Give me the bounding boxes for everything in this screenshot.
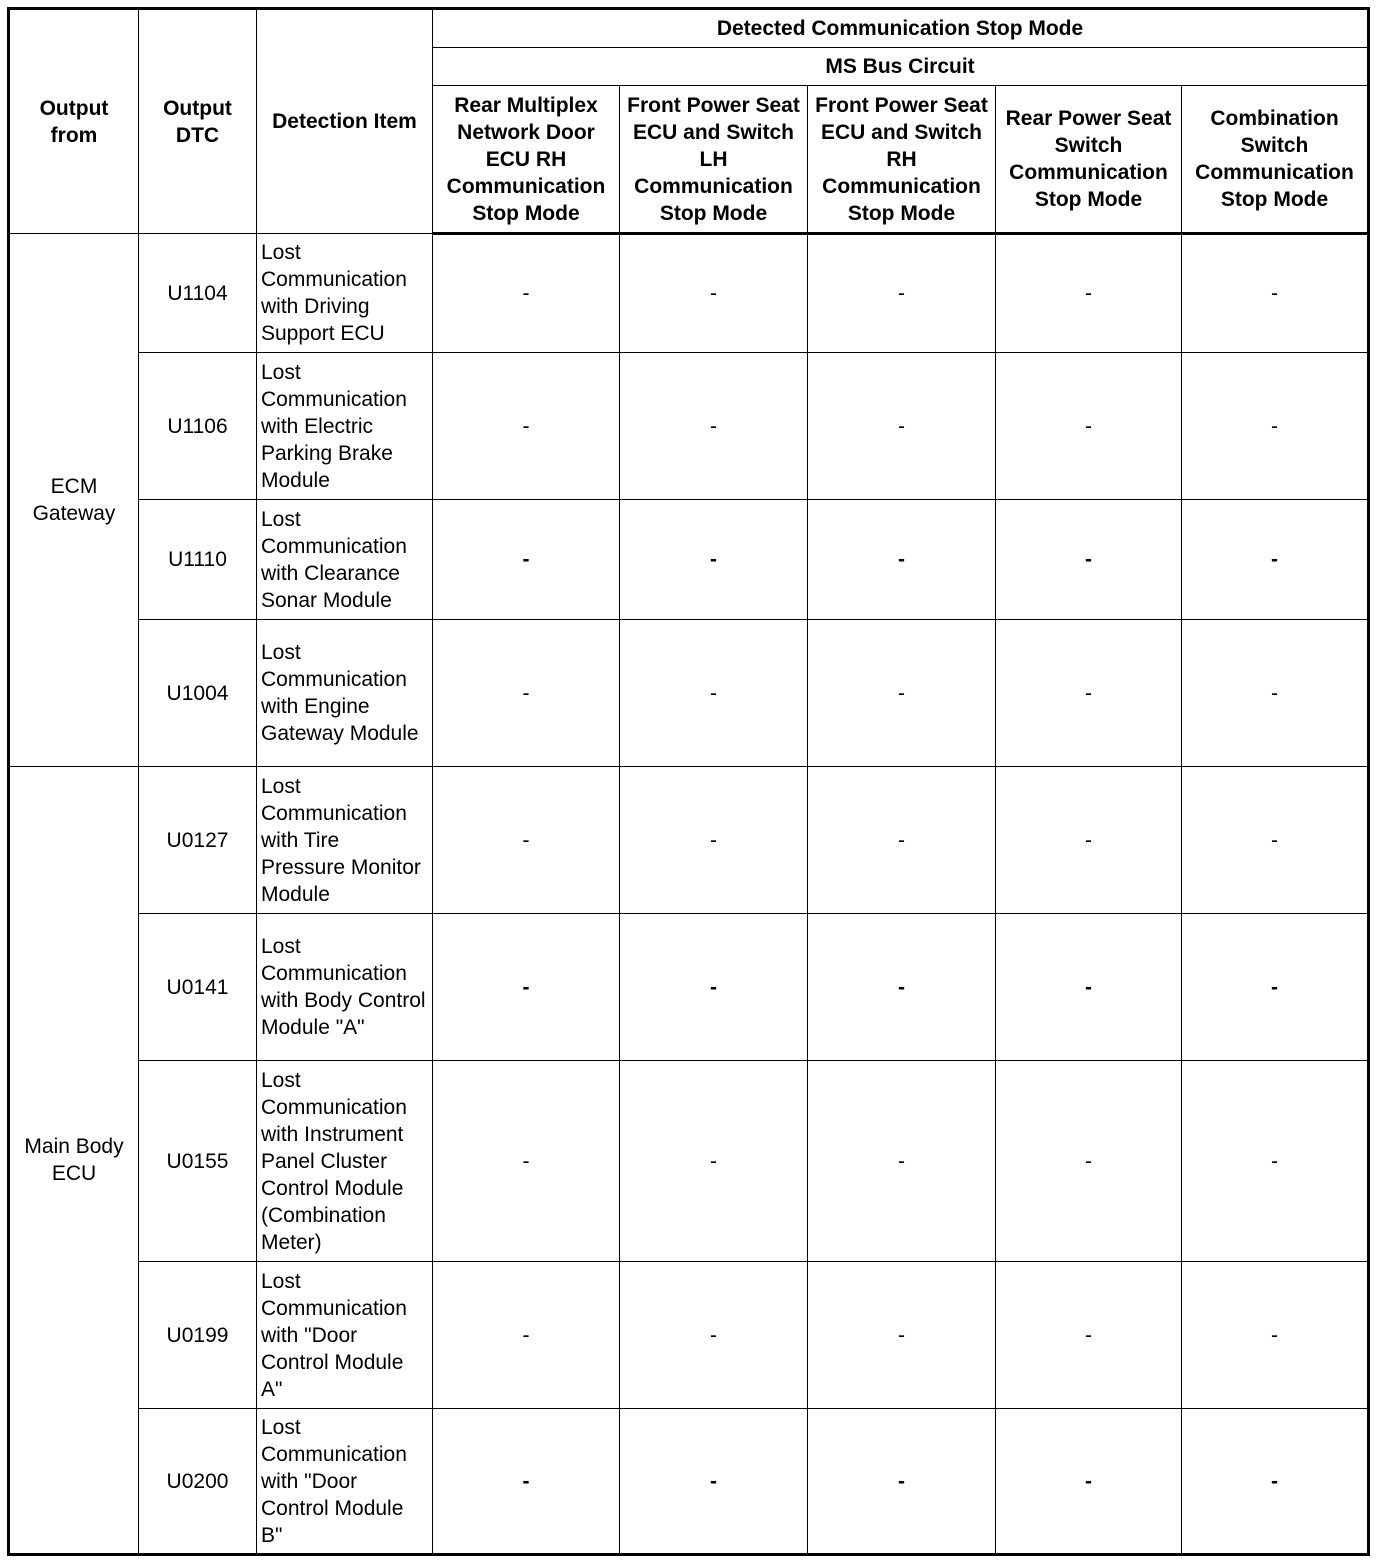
mode-value-cell: - — [808, 353, 996, 500]
mode-value-cell: - — [620, 620, 808, 767]
mode-value-cell: - — [1182, 1061, 1369, 1262]
mode-value-cell: - — [433, 353, 620, 500]
mode-value-cell: - — [996, 914, 1182, 1061]
dtc-cell: U1106 — [139, 353, 257, 500]
detection-item-cell: Lost Communication with Electric Parking Brake Module — [257, 353, 433, 500]
header-mode-rear-multiplex-door-rh: Rear Multiplex Network Door ECU RH Communication Stop Mode — [433, 86, 620, 234]
detection-item-cell: Lost Communication with "Door Control Module A" — [257, 1262, 433, 1409]
mode-value-cell: - — [1182, 1409, 1369, 1555]
mode-value-cell: - — [433, 1061, 620, 1262]
dtc-cell: U1104 — [139, 234, 257, 353]
mode-value-cell: - — [996, 1262, 1182, 1409]
mode-value-cell: - — [620, 234, 808, 353]
mode-value-cell: - — [620, 1262, 808, 1409]
mode-value-cell: - — [808, 1061, 996, 1262]
mode-value-cell: - — [996, 767, 1182, 914]
dtc-cell: U1004 — [139, 620, 257, 767]
detection-item-cell: Lost Communication with Tire Pressure Monitor Module — [257, 767, 433, 914]
mode-value-cell: - — [433, 767, 620, 914]
mode-value-cell: - — [433, 914, 620, 1061]
mode-value-cell: - — [808, 914, 996, 1061]
mode-value-cell: - — [433, 234, 620, 353]
mode-value-cell: - — [808, 500, 996, 620]
detection-item-cell: Lost Communication with Driving Support ECU — [257, 234, 433, 353]
table-row — [9, 1262, 1369, 1409]
mode-value-cell: - — [808, 234, 996, 353]
mode-value-cell: - — [620, 1409, 808, 1555]
mode-value-cell: - — [433, 1262, 620, 1409]
header-detected-communication-stop-mode: Detected Communication Stop Mode — [433, 9, 1369, 48]
detection-item-cell: Lost Communication with "Door Control Module B" — [257, 1409, 433, 1555]
detection-item-cell: Lost Communication with Engine Gateway Module — [257, 620, 433, 767]
dtc-communication-stop-table — [7, 7, 1370, 1556]
mode-value-cell: - — [1182, 353, 1369, 500]
output-from-cell: ECM Gateway — [9, 234, 139, 767]
mode-value-cell: - — [808, 620, 996, 767]
header-output-from: Output from — [9, 9, 139, 234]
mode-value-cell: - — [1182, 620, 1369, 767]
mode-value-cell: - — [996, 234, 1182, 353]
dtc-cell: U0155 — [139, 1061, 257, 1262]
table-row — [9, 500, 1369, 620]
mode-value-cell: - — [808, 1409, 996, 1555]
mode-value-cell: - — [1182, 1262, 1369, 1409]
header-mode-front-seat-lh: Front Power Seat ECU and Switch LH Communication Stop Mode — [620, 86, 808, 234]
table-row — [9, 1061, 1369, 1262]
mode-value-cell: - — [620, 914, 808, 1061]
mode-value-cell: - — [620, 1061, 808, 1262]
mode-value-cell: - — [996, 1061, 1182, 1262]
header-mode-rear-power-seat-switch: Rear Power Seat Switch Communication Stop Mode — [996, 86, 1182, 234]
detection-item-cell: Lost Communication with Instrument Panel Cluster Control Module (Combination Meter) — [257, 1061, 433, 1262]
detection-item-cell: Lost Communication with Body Control Module "A" — [257, 914, 433, 1061]
mode-value-cell: - — [1182, 767, 1369, 914]
mode-value-cell: - — [1182, 234, 1369, 353]
dtc-cell: U0200 — [139, 1409, 257, 1555]
mode-value-cell: - — [620, 353, 808, 500]
mode-value-cell: - — [620, 500, 808, 620]
mode-value-cell: - — [808, 767, 996, 914]
mode-value-cell: - — [1182, 500, 1369, 620]
mode-value-cell: - — [433, 620, 620, 767]
table-row — [9, 914, 1369, 1061]
mode-value-cell: - — [996, 620, 1182, 767]
mode-value-cell: - — [620, 767, 808, 914]
header-mode-combination-switch: Combination Switch Communication Stop Mode — [1182, 86, 1369, 234]
table-row — [9, 1409, 1369, 1555]
mode-value-cell: - — [433, 500, 620, 620]
mode-value-cell: - — [996, 353, 1182, 500]
dtc-cell: U0127 — [139, 767, 257, 914]
header-ms-bus-circuit: MS Bus Circuit — [433, 48, 1369, 86]
mode-value-cell: - — [808, 1262, 996, 1409]
header-output-dtc: Output DTC — [139, 9, 257, 234]
output-from-cell: Main Body ECU — [9, 767, 139, 1555]
table-row — [9, 234, 1369, 353]
mode-value-cell: - — [996, 500, 1182, 620]
table-row — [9, 767, 1369, 914]
detection-item-cell: Lost Communication with Clearance Sonar Module — [257, 500, 433, 620]
dtc-cell: U0141 — [139, 914, 257, 1061]
header-detection-item: Detection Item — [257, 9, 433, 234]
mode-value-cell: - — [433, 1409, 620, 1555]
table-row — [9, 353, 1369, 500]
mode-value-cell: - — [996, 1409, 1182, 1555]
header-mode-front-seat-rh: Front Power Seat ECU and Switch RH Communication Stop Mode — [808, 86, 996, 234]
table-row — [9, 620, 1369, 767]
mode-value-cell: - — [1182, 914, 1369, 1061]
dtc-cell: U1110 — [139, 500, 257, 620]
dtc-cell: U0199 — [139, 1262, 257, 1409]
